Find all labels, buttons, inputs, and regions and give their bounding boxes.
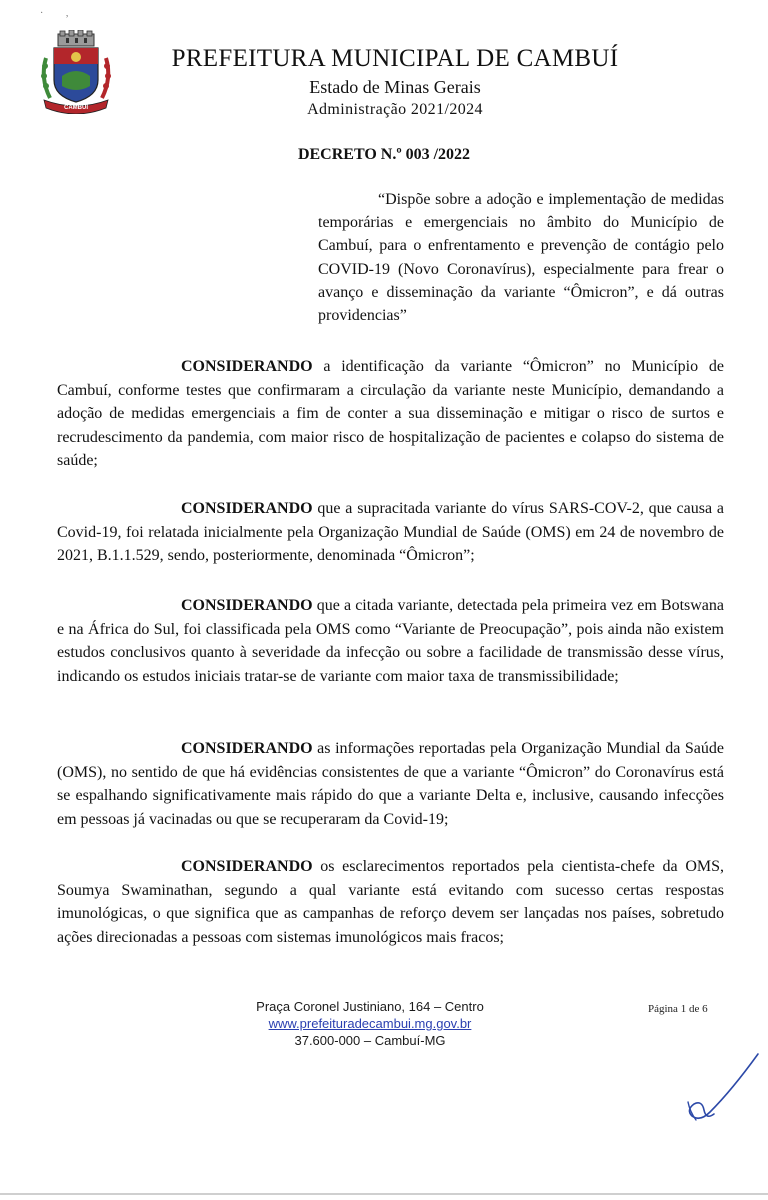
- decree-title: DECRETO N.º 003 /2022: [297, 146, 471, 163]
- signature-rubric-icon: [680, 1050, 760, 1130]
- footer-website-link[interactable]: www.prefeituradecambui.mg.gov.br: [268, 1016, 472, 1031]
- considerando-lead: CONSIDERANDO: [181, 358, 313, 375]
- state-name: Estado de Minas Gerais: [309, 77, 481, 97]
- letterhead: [130, 44, 660, 120]
- considerando-lead: CONSIDERANDO: [181, 500, 313, 517]
- considerando-text: as informações reportadas pela Organização Mundial da Saúde (OMS), no sentido de que há evidências consistentes de que a variante “Ômicron” do Coronavírus está se espalhando significativamente mais rápido do que a variante Delta e, inclusive, causando infecções em pessoas já vacinadas ou que se recuperaram da Covid-19;: [57, 740, 724, 828]
- considerando-paragraph-2: [57, 497, 724, 568]
- footer-address: Praça Coronel Justiniano, 164 – Centro: [256, 999, 484, 1014]
- considerando-lead: CONSIDERANDO: [181, 597, 313, 614]
- footer-address-block: [200, 998, 540, 1049]
- municipal-crest-icon: [36, 30, 116, 114]
- footer-zip-city: 37.600-000 – Cambuí-MG: [294, 1033, 446, 1048]
- considerando-paragraph-5: [57, 855, 724, 949]
- considerando-text: a identificação da variante “Ômicron” no Município de Cambuí, conforme testes que confirmaram a circulação da variante neste Município, demandando a adoção de medidas emergenciais a fim de conter a sua disseminação e mitigar o risco de surtos e recrudescimento da pandemia, com maior risco de hospitalização de pacientes e colapso do sistema de saúde;: [57, 358, 724, 470]
- crest-ribbon-text: CAMBUÍ: [64, 105, 88, 111]
- decree-ementa: “Dispõe sobre a adoção e implementação de medidas temporárias e emergenciais no âmbito do Município de Cambuí, para o enfrentamento e prevenção de contágio pelo COVID-19 (Novo Coronavírus), especialmente para frear o avanço e disseminação da variante “Ômicron”, e dá outras providencias”: [318, 191, 724, 325]
- page-number: Página 1 de 6: [648, 1003, 708, 1015]
- scan-marks: · ,: [40, 8, 69, 19]
- scan-bottom-edge: [0, 1193, 768, 1195]
- administration-term: Administração 2021/2024: [307, 101, 483, 118]
- considerando-lead: CONSIDERANDO: [181, 740, 313, 757]
- considerando-lead: CONSIDERANDO: [181, 858, 313, 875]
- considerando-text: os esclarecimentos reportados pela cientista-chefe da OMS, Soumya Swaminathan, segundo a qual variante está evitando com sucesso certas respostas imunológicas, o que significa que as campanhas de reforço devem ser lançadas nos países, sobretudo ações direcionadas a pessoas com sistemas imunológicos mais fracos;: [57, 858, 724, 946]
- considerando-paragraph-1: [57, 355, 724, 473]
- municipality-title: PREFEITURA MUNICIPAL DE CAMBUÍ: [171, 45, 619, 72]
- considerando-paragraph-3: [57, 594, 724, 688]
- considerando-text: que a supracitada variante do vírus SARS-COV-2, que causa a Covid-19, foi relatada inicialmente pela Organização Mundial de Saúde (OMS) em 24 de novembro de 2021, B.1.1.529, sendo, posteriormente, denominada “Ômicron”;: [57, 500, 724, 565]
- considerando-paragraph-4: [57, 737, 724, 831]
- considerando-text: que a citada variante, detectada pela primeira vez em Botswana e na África do Sul, foi classificada pela OMS como “Variante de Preocupação”, pois ainda não existem estudos conclusivos quanto à severidade da infecção ou sobre a facilidade de transmissão desse vírus, indicando os estudos iniciais tratar-se de variante com maior taxa de transmissibilidade;: [57, 597, 724, 685]
